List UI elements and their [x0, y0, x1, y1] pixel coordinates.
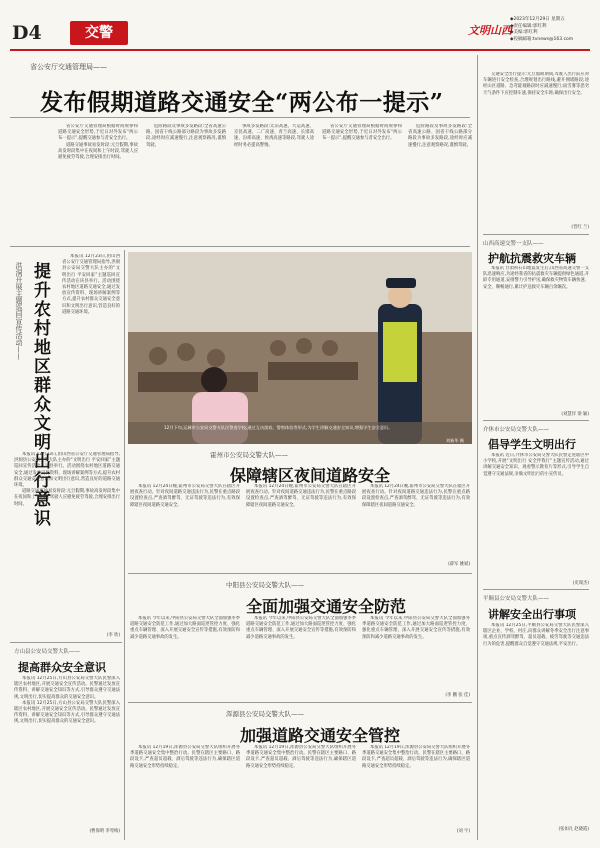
story3-paragraph: 本报讯 今年以来,中阳县公安局交警大队全面加强冬季道路交通安全防范工作,通过加大路面巡逻管控力度、强化重点车辆管理、深入开展交通安全宣传等措施,有效预防和减少道路交通事故的发生。 — [246, 616, 356, 640]
right3-body — [483, 453, 589, 565]
right1-paragraph: 交通安全出行提示:元旦假期期间,驾驶人出行前应对车辆进行安全检查,合理规划出行路线,避开拥堵路段;途经山区道路、急弯陡坡路段时应减速慢行;雨雪雾等恶劣天气条件下应控制车速,保持安全车距,确保出行安全。 — [483, 72, 589, 96]
side-story-body — [62, 254, 120, 452]
story5-byline: (曹保明 李琴梅) — [89, 829, 120, 834]
photo-credit: 刘新华 摄 — [445, 438, 464, 443]
story3-paragraph: 本报讯 今年以来,中阳县公安局交警大队全面加强冬季道路交通安全防范工作,通过加大路面巡逻管控力度、强化重点车辆管理、深入开展交通安全宣传等措施,有效预防和减少道路交通事故的发生。 — [362, 616, 470, 640]
right2-kicker: 山西高速交警一支队—— — [483, 241, 544, 247]
masthead-info — [510, 17, 573, 43]
story4-paragraph: 本报讯 12月19日,浑源县公安局交警大队组织开展冬季道路交通安全集中整治行动。民警在辖区主要路口、路段设卡,严查超员超载、酒后驾驶等违法行为,确保辖区道路交通安全形势持续稳定。 — [362, 745, 470, 769]
right-divider-1 — [483, 234, 589, 235]
editor-credit: ◆责任编辑:郭红利 — [510, 23, 547, 29]
story5-headline: 提高群众安全意识 — [18, 661, 106, 674]
photo-scene — [128, 252, 472, 444]
lead-paragraph: 省公安厅交通管理局根据时间规律和道路交通安全形势,于近日对外发布“两公布一提示”,提醒交通参与者安全出行。 — [322, 124, 402, 142]
story3-byline: (李 鹏 张 佳) — [445, 693, 470, 698]
right4-byline: (张如凡 赵晓霞) — [558, 827, 589, 832]
story4-byline: (刘 宇) — [456, 829, 470, 834]
story4-paragraph: 本报讯 12月19日,浑源县公安局交警大队组织开展冬季道路交通安全集中整治行动。民警在辖区主要路口、路段设卡,严查超员超载、酒后驾驶等违法行为,确保辖区道路交通安全形势持续稳定。 — [130, 745, 240, 769]
masthead-divider — [10, 49, 590, 51]
story4-body-col-2 — [246, 745, 356, 835]
mid-byline: (薛军 姚斌) — [448, 562, 470, 567]
lead-paragraph: 危险路段及事故多发路段:全省高速公路、国省干线公路部分路段为事故多发路段,途经时应减速慢行,注意观察路况,谨慎驾驶。 — [408, 124, 472, 148]
right4-kicker: 平顺县公安局交警大队—— — [483, 596, 550, 602]
side-top-divider — [10, 246, 470, 247]
lead-kicker: 省公安厅交通管理局—— — [30, 63, 107, 71]
mid-body-col-1 — [130, 484, 240, 570]
lead-divider — [10, 117, 470, 118]
right3-kicker: 介休市公安局交警大队—— — [483, 427, 550, 433]
right3-headline: 倡导学生文明出行 — [488, 438, 576, 451]
right-divider-3 — [483, 589, 589, 590]
story3-body-col-2 — [246, 616, 356, 700]
mid-headline: 保障辖区夜间道路安全 — [230, 466, 391, 485]
masthead-logo: 文明山西 — [468, 24, 512, 37]
mid-kicker: 霍州市公安局交警大队—— — [210, 451, 288, 459]
story4-kicker: 浑源县公安局交警大队—— — [226, 710, 304, 718]
story3-divider — [128, 702, 472, 703]
mid-body-col-3 — [362, 484, 470, 560]
right-column-divider — [477, 55, 478, 840]
right2-body — [483, 266, 589, 396]
lead-headline: 发布假期道路交通安全“两公布一提示” — [40, 89, 444, 116]
lead-paragraph: 危险路段及事故多发路段:全省高速公路、国省干线公路部分路段为事故多发路段,途经时应减速慢行,注意观察路况,谨慎驾驶。 — [146, 124, 226, 148]
side-story-body-2 — [14, 452, 120, 628]
right2-paragraph: 本报讯 甘肃积石山地震发生后,山西省高速交警一支队迅速响应,为途经我省的抗震救灾车辆提供绿色通道,开辟专用通道,安排警力引导护送,确保救灾物资车辆快速、安全、顺畅通行,累计护送救灾车辆百余辆次。 — [483, 266, 589, 290]
story5-body — [14, 676, 120, 826]
contact-email: ◆投稿邮箱:tvnews@163.com — [510, 36, 574, 42]
right4-body — [483, 623, 589, 823]
classroom-photo — [128, 252, 472, 444]
story4-paragraph: 本报讯 12月19日,浑源县公安局交警大队组织开展冬季道路交通安全集中整治行动。民警在辖区主要路口、路段设卡,严查超员超载、酒后驾驶等违法行为,确保辖区道路交通安全形势持续稳定。 — [246, 745, 356, 769]
right-divider-2 — [483, 420, 589, 421]
right4-headline: 讲解安全出行事项 — [488, 608, 576, 621]
section-badge — [70, 21, 128, 45]
section-label: 交警 — [85, 25, 113, 41]
right2-headline: 护航抗震救灾车辆 — [488, 252, 576, 265]
story5-paragraph: 本报讯 12月25日,方山县公安局交警大队民警深入辖区农村地区,开展交通安全宣传活动。民警通过发放宣传资料、讲解交通安全知识等方式,引导群众遵守交通法规,文明出行,切实提高群众的交通安全意识。 — [14, 700, 120, 725]
lead-body-col-3 — [234, 124, 314, 242]
lead-body-col-5 — [408, 124, 472, 242]
story4-body-col-3 — [362, 745, 470, 825]
page-number: D4 — [12, 22, 42, 44]
photo-caption: 12月下旬,运城市公安局交警支队民警进学校,通过互动游戏、警察体验等形式,为学生讲解交通安全知识,增强学生安全意识。 — [164, 425, 393, 430]
side-story-paragraph: 本报讯 12月23日,由山西省公安厅交通管理局指导,洪洞县公安局交警大队主办的“文明出行 平安回家”主题巡回宣传活动在该县举行。活动围绕农村地区道路交通安全,通过发放宣传资料、现场讲解案例等方式,提升农村群众交通安全意识和文明出行意识,营造良好的道路交通环境。 — [62, 254, 120, 315]
side-story-paragraph: 道路交通事故易发时段:元旦假期,事故高发时段集中在夜间和上午时段,驾驶人应避免疲劳驾驶,合理安排出行时间。 — [14, 489, 120, 507]
story3-kicker: 中阳县公安局交警大队—— — [226, 581, 304, 589]
mid-paragraph: 本报讯 12月24日晚,霍州市公安局交警大队在辖区开展夜查行动。针对夜间道路交通违法行为,民警在重点路段设置检查点,严查酒驾醉驾、无证驾驶等违法行为,有效保障辖区夜间道路交通安全。 — [362, 484, 470, 508]
mid-divider — [128, 573, 472, 574]
story3-body-col-3 — [362, 616, 470, 690]
story5-divider — [10, 642, 122, 643]
lead-body-col-2 — [146, 124, 226, 242]
side-story-headline: 提升农村地区群众文明出行意识 — [30, 262, 50, 528]
right2-byline: (刘慧洋 梁 颖) — [561, 412, 589, 417]
left-column-divider — [124, 250, 125, 840]
designer-credit: ◆美编:郭红利 — [510, 30, 538, 36]
mid-body-col-2 — [246, 484, 356, 570]
story5-paragraph: 本报讯 12月25日,方山县公安局交警大队民警深入辖区农村地区,开展交通安全宣传活动。民警通过发放宣传资料、讲解交通安全知识等方式,引导群众遵守交通法规,文明出行,切实提高群众的交通安全意识。 — [14, 676, 120, 700]
mid-paragraph: 本报讯 12月24日晚,霍州市公安局交警大队在辖区开展夜查行动。针对夜间道路交通违法行为,民警在重点路段设置检查点,严查酒驾醉驾、无证驾驶等违法行为,有效保障辖区夜间道路交通安全。 — [246, 484, 356, 508]
side-story-tag: 洪洞开展主题巡回宣传活动—— — [15, 262, 23, 360]
right3-paragraph: 本报讯 近日,介休市公安局交警大队民警走进辖区中小学校,开展“文明出行 安全伴我行”主题宣传活动,通过讲解交通安全知识、观看警示教育片等形式,引导学生自觉遵守交通法规,争做文明出行的小宣传员。 — [483, 453, 589, 477]
right4-paragraph: 本报讯 12月25日,平顺县公安局交警大队民警深入辖区企业、学校、村庄,向群众讲解冬季安全出行注意事项,重点宣传酒驾醉驾、超员超载、疲劳驾驶等交通违法行为的危害,提醒群众自觉遵守交通法规,平安出行。 — [483, 623, 589, 647]
right1-body — [483, 72, 589, 222]
story3-body-col-1 — [130, 616, 240, 700]
right1-byline: (晋红 兰) — [571, 225, 589, 230]
lead-paragraph: 事故多发路段:太旧高速、大运高速、京昆高速、二广高速、青兰高速、长邯高速、汾邢高速、侯禹高速等路段,驾驶人途经时务必提高警惕。 — [234, 124, 314, 148]
lead-body-col-4 — [322, 124, 402, 242]
right3-byline: (史瑞杰) — [572, 581, 589, 586]
story3-headline: 全面加强交通安全防范 — [246, 597, 407, 616]
lead-paragraph: 省公安厅交通管理局根据时间规律和道路交通安全形势,于近日对外发布“两公布一提示”,提醒交通参与者安全出行。 — [58, 124, 138, 142]
side-story-paragraph: 本报讯 12月23日,由山西省公安厅交通管理局指导,洪洞县公安局交警大队主办的“文明出行 平安回家”主题巡回宣传活动在该县举行。活动围绕农村地区道路交通安全,通过发放宣传资料、现场讲解案例等方式,提升农村群众交通安全意识和文明出行意识,营造良好的道路交通环境。 — [14, 452, 120, 489]
side-story-byline: (李 欣) — [106, 633, 120, 638]
issue-date: ◆2023年12月29日 星期五 — [510, 17, 565, 22]
lead-paragraph: 道路交通事故易发时段:元旦假期,事故高发时段集中在夜间和上午时段,驾驶人应避免疲劳驾驶,合理安排出行时间。 — [58, 142, 138, 161]
story5-kicker: 方山县公安局交警大队—— — [14, 649, 81, 655]
story3-paragraph: 本报讯 今年以来,中阳县公安局交警大队全面加强冬季道路交通安全防范工作,通过加大路面巡逻管控力度、强化重点车辆管理、深入开展交通安全宣传等措施,有效预防和减少道路交通事故的发生。 — [130, 616, 240, 640]
mid-paragraph: 本报讯 12月24日晚,霍州市公安局交警大队在辖区开展夜查行动。针对夜间道路交通违法行为,民警在重点路段设置检查点,严查酒驾醉驾、无证驾驶等违法行为,有效保障辖区夜间道路交通安全。 — [130, 484, 240, 508]
story4-body-col-1 — [130, 745, 240, 835]
lead-body-col-1 — [58, 124, 138, 242]
story4-headline: 加强道路交通安全管控 — [240, 726, 401, 745]
